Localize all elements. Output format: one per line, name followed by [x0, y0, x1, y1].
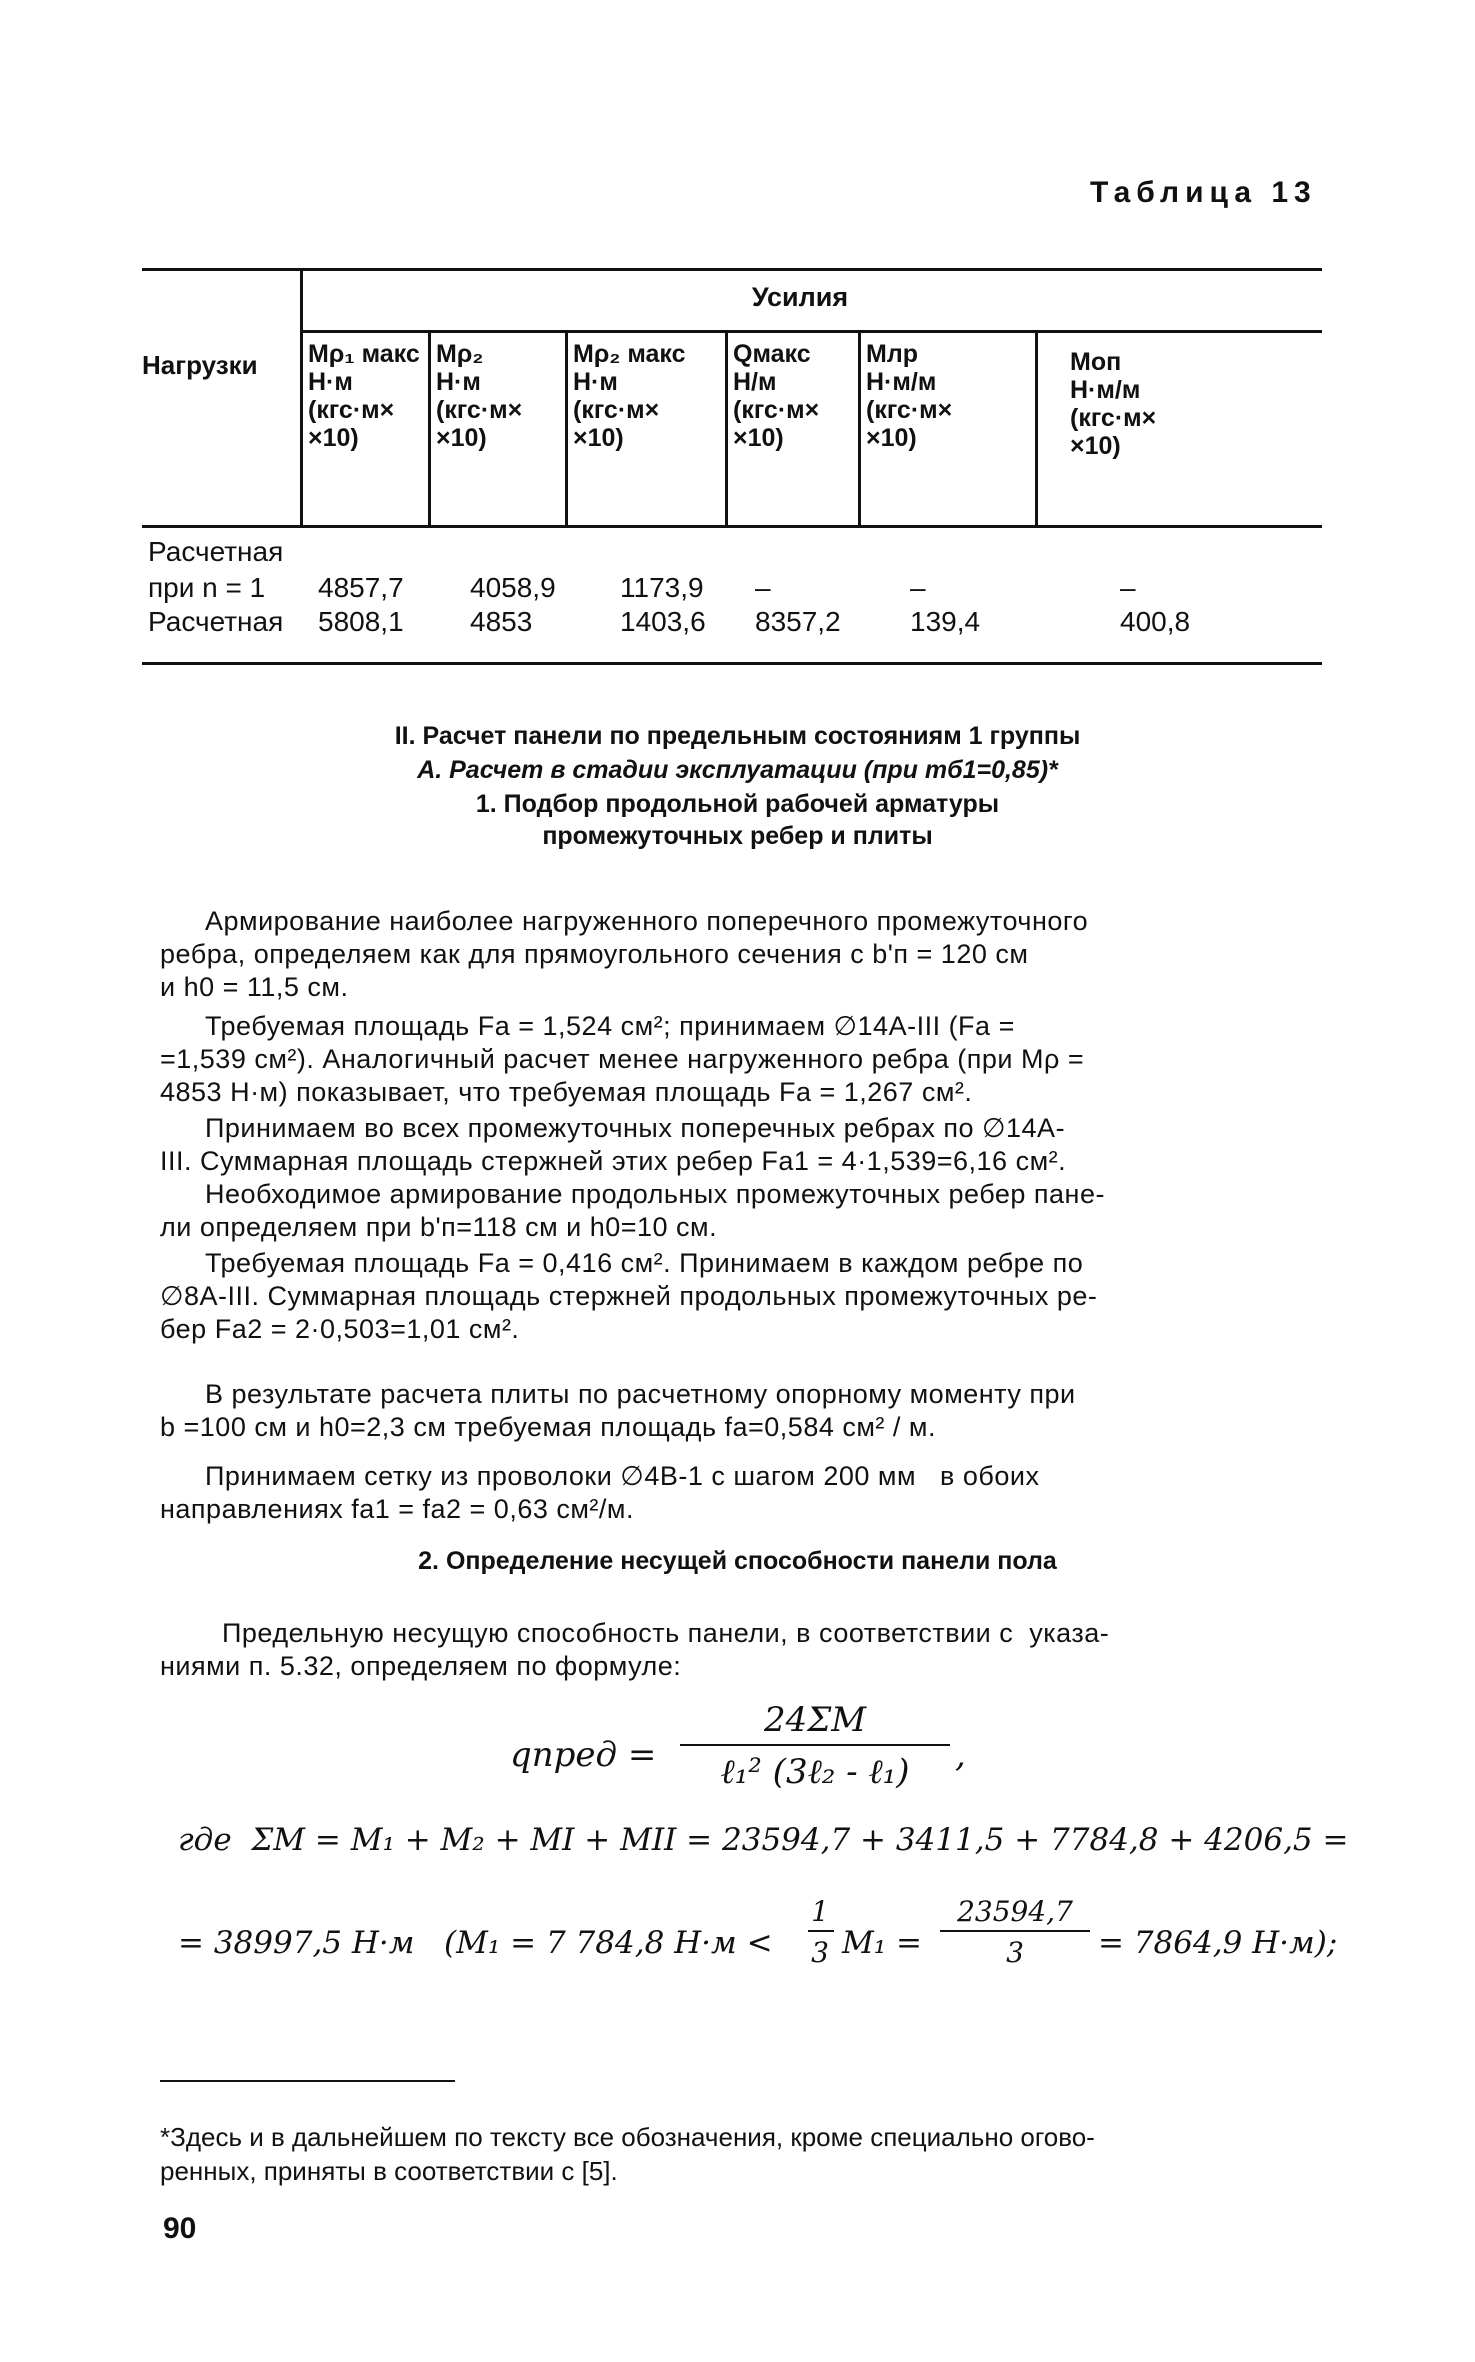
- page-number: 90: [163, 2212, 197, 2245]
- table-top-rule: [142, 268, 1322, 271]
- cell: 400,8: [1120, 606, 1191, 637]
- formula-result-a: = 38997,5 Н·м (M₁ = 7 784,8 Н·м <: [178, 1925, 773, 1961]
- col-divider-2: [565, 330, 568, 528]
- row-label: Расчетная: [148, 536, 284, 567]
- body-line: ниями п. 5.32, определяем по формуле:: [160, 1651, 682, 1681]
- body-line: В результате расчета плиты по расчетному опорному моменту при: [205, 1379, 1076, 1409]
- fraction-2-bar: [940, 1930, 1090, 1932]
- header-bottom-rule: [142, 525, 1322, 528]
- formula-denominator: ℓ₁² (3ℓ₂ - ℓ₁): [720, 1752, 910, 1792]
- col-header-5: Mлр Н·м/м (кгс·м× ×10): [866, 340, 953, 452]
- body-line: ребра, определяем как для прямоугольного сечения с b'п = 120 см: [160, 939, 1029, 969]
- body-line: Требуемая площадь Fa = 0,416 см². Принимаем в каждом ребре по: [205, 1248, 1084, 1278]
- formula-comma: ,: [955, 1735, 966, 1775]
- subsection-title-cont: промежуточных ребер и плиты: [542, 822, 933, 850]
- footnote-separator: [160, 2080, 455, 2082]
- fraction-2-num: 23594,7: [957, 1895, 1073, 1928]
- col-divider-3: [725, 330, 728, 528]
- body-line: ∅8А-III. Суммарная площадь стержней продольных промежуточных ре-: [160, 1281, 1098, 1311]
- fraction-1-den: 3: [811, 1936, 829, 1969]
- table-group-header: [300, 272, 1300, 313]
- section-heading-2: 2. Определение несущей способности панели пола: [418, 1547, 1057, 1575]
- body-line: =1,539 см²). Аналогичный расчет менее нагруженного ребра (при Mρ =: [160, 1044, 1085, 1074]
- cell: 1403,6: [620, 606, 706, 637]
- group-header-label: Усилия: [751, 282, 849, 312]
- cell: –: [755, 572, 771, 603]
- body-line: III. Суммарная площадь стержней этих ребер Fa1 = 4·1,539=6,16 см².: [160, 1146, 1067, 1176]
- formula-fraction-bar: [680, 1744, 950, 1746]
- formula-result-c: = 7864,9 Н·м);: [1098, 1925, 1338, 1961]
- cell: 1173,9: [620, 572, 704, 603]
- cell: 4853: [470, 606, 533, 637]
- cell: 8357,2: [755, 606, 841, 637]
- subsection-title: 1. Подбор продольной рабочей арматуры: [475, 790, 1000, 818]
- row-header: Нагрузки: [142, 350, 258, 380]
- row-label: при n = 1: [148, 572, 266, 603]
- cell: –: [1120, 572, 1136, 603]
- cell: 4058,9: [470, 572, 556, 603]
- table-bottom-rule: [142, 662, 1322, 665]
- cell: 5808,1: [318, 606, 404, 637]
- fraction-1-num: 1: [811, 1895, 829, 1928]
- body-line: Предельную несущую способность панели, в соответствии с указа-: [222, 1618, 1110, 1648]
- body-line: Принимаем во всех промежуточных поперечных ребрах по ∅14А-: [205, 1113, 1066, 1143]
- col-header-1: Mρ₁ макс Н·м (кгс·м× ×10): [308, 340, 420, 452]
- footnote-line: ренных, приняты в соответствии с [5].: [160, 2156, 618, 2186]
- col-divider-5: [1035, 330, 1038, 528]
- body-line: ли определяем при b'п=118 см и h0=10 см.: [160, 1212, 718, 1242]
- col-divider-1: [428, 330, 431, 528]
- col-header-2: Mρ₂ Н·м (кгс·м× ×10): [436, 340, 523, 452]
- body-line: и h0 = 11,5 см.: [160, 972, 349, 1002]
- group-header-rule: [300, 330, 1322, 333]
- subsection-heading: А. Расчет в стадии эксплуатации (при mб1=0,85)*: [417, 756, 1058, 784]
- section-heading: II. Расчет панели по предельным состояниям 1 группы: [394, 722, 1081, 750]
- formula-numerator: 24ΣM: [763, 1700, 867, 1740]
- body-line: Требуемая площадь Fa = 1,524 см²; принимаем ∅14А-III (Fa =: [205, 1011, 1015, 1041]
- col-header-6: Mоп Н·м/м (кгс·м× ×10): [1070, 348, 1157, 460]
- cell: 4857,7: [318, 572, 404, 603]
- body-line: 4853 Н·м) показывает, что требуемая площадь Fa = 1,267 см².: [160, 1077, 973, 1107]
- body-line: b =100 см и h0=2,3 см требуемая площадь fa=0,584 см² / м.: [160, 1412, 936, 1442]
- body-line: Армирование наиболее нагруженного поперечного промежуточного: [205, 906, 1089, 936]
- body-line: бер Fa2 = 2·0,503=1,01 см².: [160, 1314, 520, 1344]
- formula-lhs: qпред =: [510, 1735, 657, 1775]
- row-label: Расчетная: [148, 606, 284, 637]
- table-caption: Таблица 13: [1090, 176, 1317, 209]
- col-divider-4: [858, 330, 861, 528]
- formula-result-b: M₁ =: [842, 1925, 922, 1961]
- body-line: Необходимое армирование продольных промежуточных ребер пане-: [205, 1179, 1105, 1209]
- col-header-3: Mρ₂ макс Н·м (кгс·м× ×10): [573, 340, 686, 452]
- body-line: направлениях fa1 = fa2 = 0,63 см²/м.: [160, 1494, 634, 1524]
- body-line: Принимаем сетку из проволоки ∅4В-1 с шагом 200 мм в обоих: [205, 1461, 1040, 1491]
- cell: 139,4: [910, 606, 981, 637]
- fraction-1-bar: [808, 1930, 834, 1932]
- table-stub-divider: [300, 268, 303, 528]
- col-header-4: Qмакс Н/м (кгс·м× ×10): [733, 340, 820, 452]
- footnote-line: *Здесь и в дальнейшем по тексту все обозначения, кроме специально огово-: [160, 2122, 1095, 2152]
- cell: –: [910, 572, 926, 603]
- formula-sum: где ΣM = M₁ + M₂ + MI + MII = 23594,7 + 3411,5 + 7784,8 + 4206,5 =: [178, 1822, 1349, 1858]
- fraction-2-den: 3: [1006, 1936, 1024, 1969]
